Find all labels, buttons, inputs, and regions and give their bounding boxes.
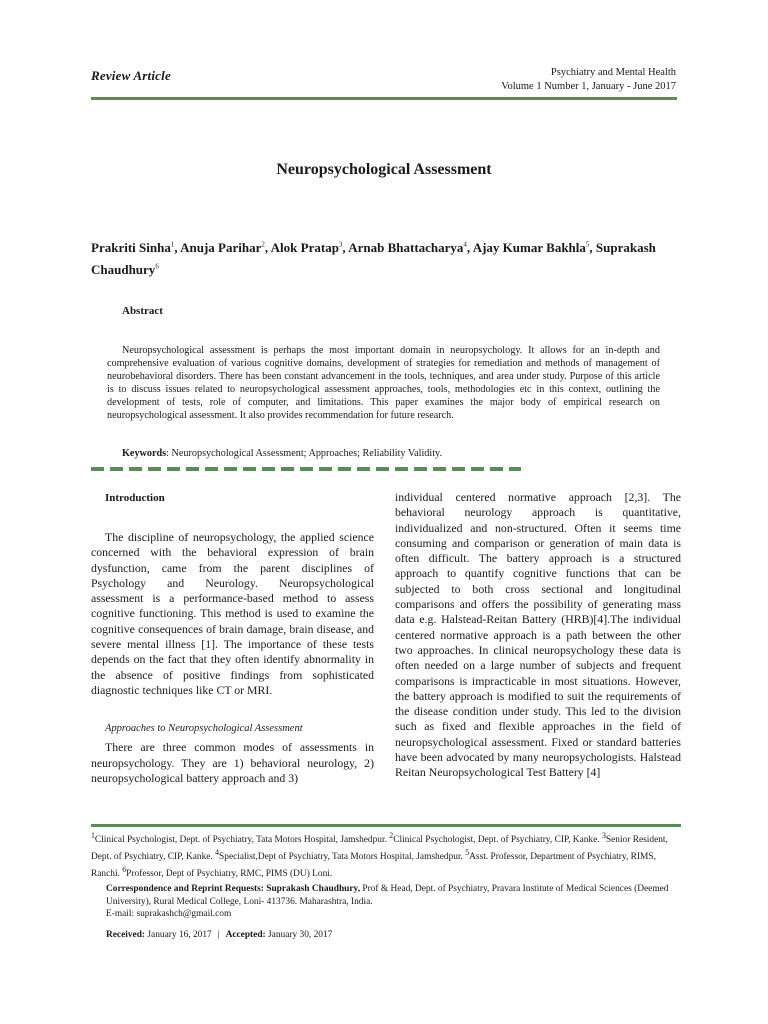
affiliations: [91, 830, 681, 880]
author-list: [91, 236, 681, 279]
header-rule: [91, 97, 677, 100]
author: Alok Pratap$^3$,: [270, 240, 349, 256]
dates: [106, 930, 332, 940]
introduction-heading: Introduction: [105, 492, 165, 504]
approaches-paragraph: There are three common modes of assessments in neuropsychology. They are 1) behavioral neurology, 2) neuropsychological battery approach and 3): [91, 740, 374, 785]
affiliation: $^6$Professor, Dept of Psychiatry, RMC, PIMS (DU) Loni.: [122, 864, 333, 879]
paper-title: Neuropsychological Assessment: [276, 161, 492, 178]
right-column: [395, 490, 681, 781]
approaches-subheading: Approaches to Neuropsychological Assessment: [105, 723, 303, 735]
author: Ajay Kumar Bakhla$^5$,: [472, 240, 596, 256]
keywords: [122, 448, 442, 459]
article-type: Review Article: [91, 68, 171, 83]
author: Prakriti Sinha$^1$,: [91, 240, 181, 256]
received-date: January 16, 2017: [145, 930, 212, 940]
correspondence-address: Prof & Head, Dept. of Psychiatry, Pravara Institute of Medical Sciences (Deemed University), Rural Medical College, Loni- 413736. Maharashtra, India.: [106, 884, 669, 907]
affiliation: $^3$Senior Resident, Dept. of Psychiatry, CIP, Kanke.: [91, 831, 668, 862]
intro-paragraph: The discipline of neuropsychology, the applied science concerned with the behavioral expression of brain dysfunction, came from the parent disciplines of Psychology and Neurology. Neuropsychological assessment is a performance-based method to assess cognitive functioning. This method is used to examine the cognitive consequences of brain damage, brain disease, and severe mental illness [1]. The importance of these tests depends on the fact that they often identify abnormality in the absence of positive findings from sophisticated diagnostic techniques like CT or MRI.: [91, 530, 374, 697]
volume-info: Volume 1 Number 1, January - June 2017: [501, 81, 676, 92]
email: E-mail: suprakashch@gmail.com: [106, 909, 232, 920]
right-paragraph: individual centered normative approach [2,3]. The behavioral neurology approach is quantitative, individualized and non-structured. Often it seems time consuming and comparison or generation of main data is often difficult. The battery approach is a structured approach to quantify cognitive functions that can be subjected to both cross sectional and longitudinal comparisons and offers the possibility of generating mass data e.g. Halstead-Reitan Battery (HRB)[4].The individual centered normative approach is a path between the other two approaches. In clinical neuropsychology these data is often needed on a large number of subjects and frequent comparisons is impracticable in most situations. However, the battery approach is modified to suit the requirements of the disease condition under study. This led to the division such as fixed and flexible approaches in the field of neuropsychological assessment. Fixed or standard batteries have been advocated by many neuropsychologists. Halstead Reitan Neuropsychological Test Battery [4]: [395, 490, 681, 780]
date-separator: |: [217, 930, 220, 940]
affiliation: $^2$Clinical Psychologist, Dept. of Psychiatry, CIP, Kanke.: [389, 831, 602, 846]
abstract-heading: Abstract: [122, 305, 163, 317]
author: Arnab Bhattacharya$^4$,: [348, 240, 473, 256]
author: Suprakash Chaudhury$^6$: [91, 240, 656, 277]
received-label: Received:: [106, 930, 146, 940]
affiliation: $^1$Clinical Psychologist, Dept. of Psychiatry, Tata Motors Hospital, Jamshedpur.: [91, 831, 390, 846]
correspondence-label: Correspondence and Reprint Requests: Suprakash Chaudhury,: [106, 884, 361, 894]
left-column: [91, 486, 374, 786]
journal-name: Psychiatry and Mental Health: [550, 67, 676, 78]
abstract-text: Neuropsychological assessment is perhaps the most important domain in neuropsychology. It allows for an in-depth and comprehensive evaluation of various cognitive domains, development of strategies for remediation and methods of management of neurobehavioral disorders. There has been constant advancement in the tools, techniques, and area under study. Purpose of this article is to discuss issues related to neuropsychological assessment approaches, tools, methodologies etc in this context, outlining the development of tests, role of computer, and limitations. This paper examines the major body of empirical research on neuropsychological assessment. It also provides recommendation for future research.: [107, 345, 660, 421]
author: Anuja Parihar$^2$,: [180, 240, 271, 256]
affiliation: $^5$Asst. Professor, Department of Psychiatry, RIMS, Ranchi.: [91, 847, 656, 879]
dashed-divider: [91, 467, 521, 471]
accepted-date: January 30, 2017: [265, 930, 333, 940]
footnote-rule: [91, 824, 681, 827]
accepted-label: Accepted:: [225, 930, 266, 940]
correspondence: [106, 883, 681, 921]
keywords-label: Keywords: [122, 448, 167, 459]
keywords-text: : Neuropsychological Assessment; Approaches; Reliability Validity.: [166, 448, 443, 459]
journal-header: [501, 66, 676, 94]
affiliation: $^4$Specialist,Dept of Psychiatry, Tata Motors Hospital, Jamshedpur.: [215, 847, 466, 862]
